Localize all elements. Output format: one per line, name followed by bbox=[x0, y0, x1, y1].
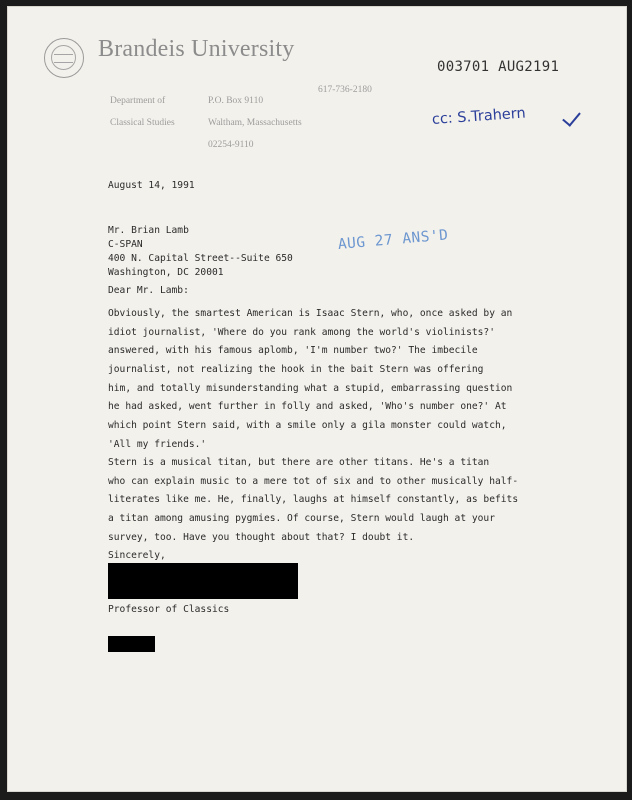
salutation: Dear Mr. Lamb: bbox=[108, 285, 189, 296]
document-id-stamp: 003701 AUG2191 bbox=[437, 59, 560, 75]
closing: Sincerely, bbox=[108, 550, 166, 561]
letter-date: August 14, 1991 bbox=[108, 180, 195, 191]
text-line: literates like me. He, finally, laughs at himself constantly, as befits bbox=[108, 494, 519, 506]
department-block bbox=[110, 85, 175, 140]
text-line: journalist, not realizing the hook in the bait Stern was offering bbox=[108, 364, 484, 376]
university-seal-icon bbox=[44, 38, 84, 78]
paragraph-1 bbox=[108, 308, 512, 458]
address-block bbox=[208, 85, 302, 162]
text-line: a titan among amusing pygmies. Of course, Stern would laugh at your bbox=[108, 513, 495, 525]
text-line: Obviously, the smartest American is Isaac Stern, who, once asked by an bbox=[108, 308, 513, 319]
text-line: survey, too. Have you thought about that? I doubt it. bbox=[108, 531, 415, 543]
recipient-line: Mr. Brian Lamb bbox=[108, 225, 189, 236]
redacted-initials bbox=[108, 636, 155, 652]
recipient-line: 400 N. Capital Street--Suite 650 bbox=[108, 253, 293, 264]
handwritten-cc-note: cc: S.Trahern bbox=[431, 105, 527, 128]
text-line: idiot journalist, 'Where do you rank among the world's violinists?' bbox=[108, 326, 495, 338]
recipient-address bbox=[108, 224, 293, 280]
university-name: Brandeis University bbox=[98, 36, 295, 62]
signer-title: Professor of Classics bbox=[108, 604, 230, 615]
address-line: 02254-9110 bbox=[208, 140, 254, 150]
text-line: which point Stern said, with a smile only a gila monster could watch, bbox=[108, 420, 507, 432]
text-line: 'All my friends.' bbox=[108, 438, 207, 450]
text-line: he had asked, went further in folly and asked, 'Who's number one?' At bbox=[108, 401, 507, 413]
phone-number: 617-736-2180 bbox=[318, 85, 372, 95]
text-line: Stern is a musical titan, but there are other titans. He's a titan bbox=[108, 457, 490, 468]
redacted-signature bbox=[108, 563, 298, 599]
recipient-line: C-SPAN bbox=[108, 239, 143, 250]
address-line: P.O. Box 9110 bbox=[208, 96, 264, 106]
department-line: Department of bbox=[110, 96, 166, 106]
department-line: Classical Studies bbox=[110, 118, 175, 128]
text-line: answered, with his famous aplomb, 'I'm number two?' The imbecile bbox=[108, 345, 478, 357]
text-line: who can explain music to a mere tot of six and to other musically half- bbox=[108, 475, 519, 487]
recipient-line: Washington, DC 20001 bbox=[108, 267, 224, 278]
address-line: Waltham, Massachusetts bbox=[208, 118, 302, 128]
text-line: him, and totally misunderstanding what a stupid, embarrassing question bbox=[108, 382, 513, 394]
received-date-stamp: AUG 27 ANS'D bbox=[337, 227, 450, 253]
paragraph-2 bbox=[108, 457, 518, 550]
